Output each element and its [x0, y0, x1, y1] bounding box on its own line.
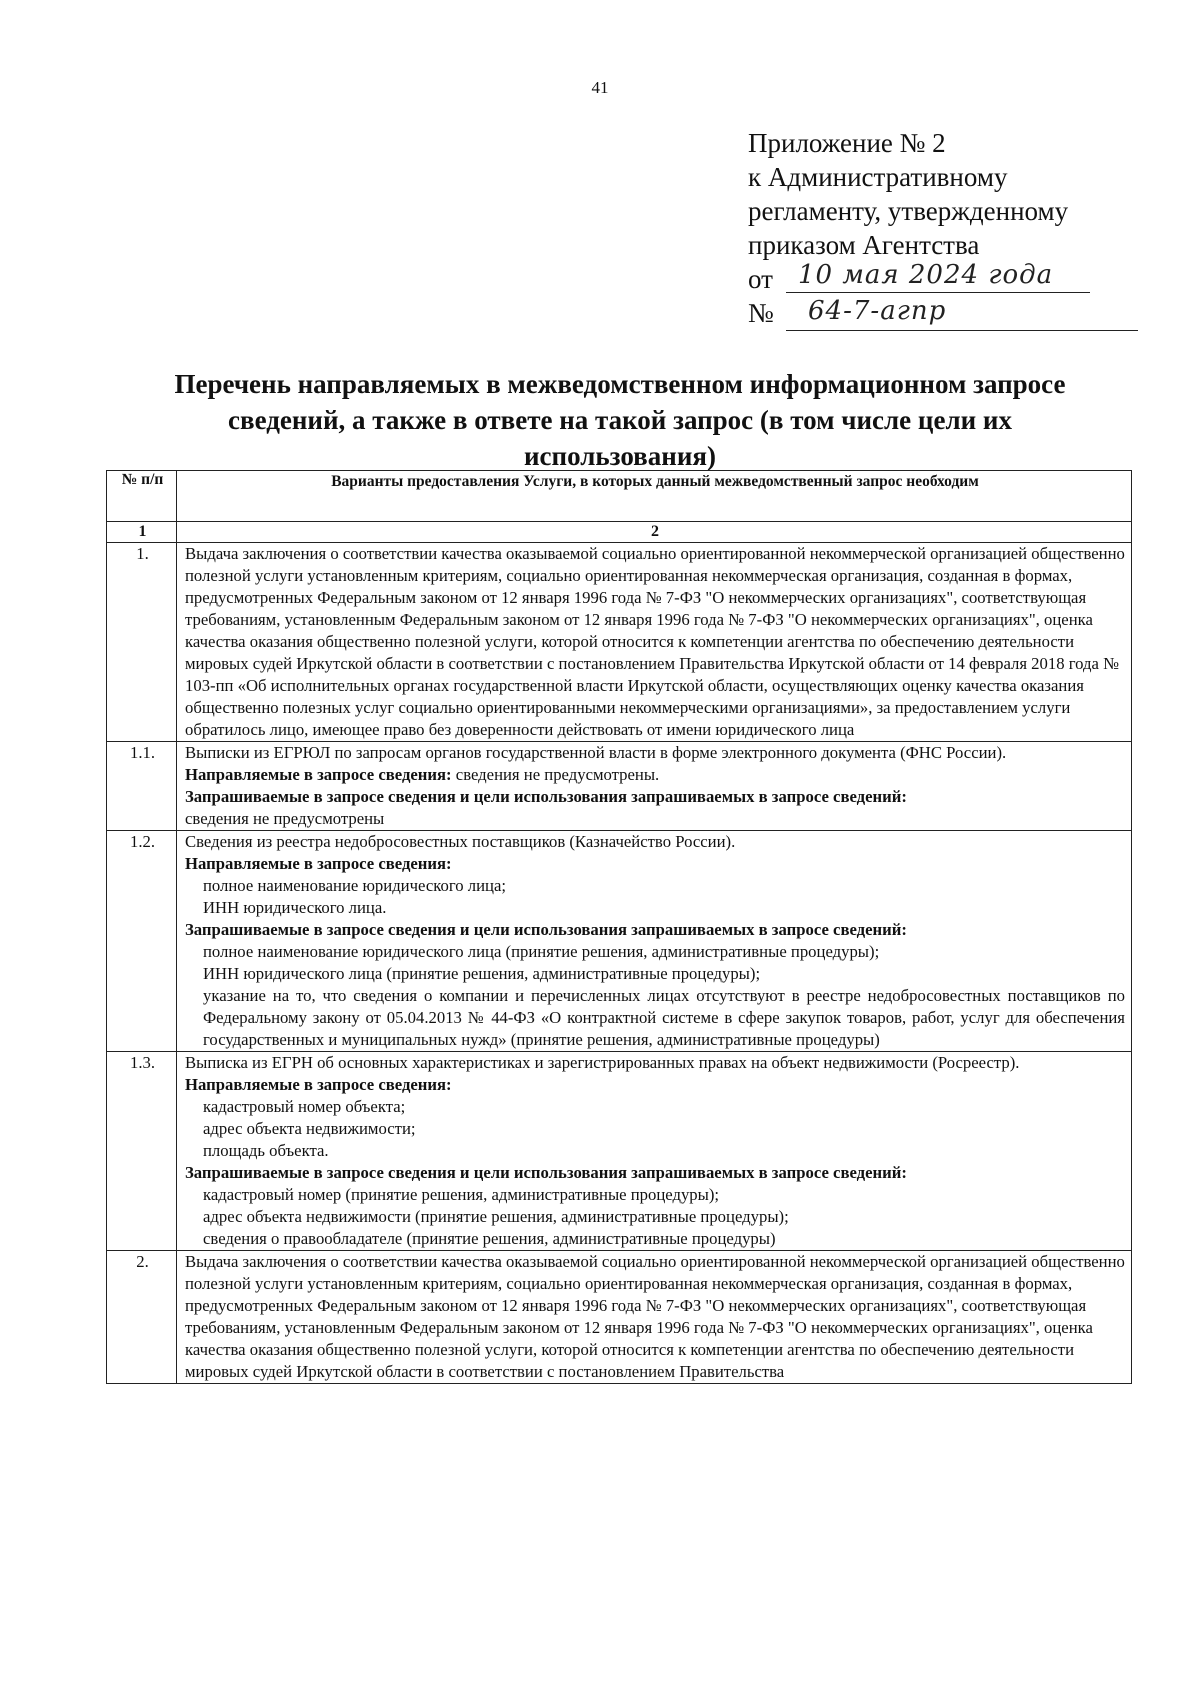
column-number: 2 [177, 522, 1132, 543]
sent-info [185, 764, 1125, 786]
row-content [177, 543, 1132, 742]
table-row [107, 1251, 1132, 1384]
row-content [177, 742, 1132, 831]
sent-label: Направляемые в запросе сведения: [185, 1075, 452, 1094]
handwritten-number: 64-7-агпр [786, 294, 1138, 331]
list-item: кадастровый номер (принятие решения, административные процедуры); [203, 1185, 720, 1204]
appendix-block [748, 126, 1108, 330]
row-content [177, 1251, 1132, 1384]
title-line: сведений, а также в ответе на такой запрос (в том числе цели их [228, 405, 1012, 435]
list-item: сведения о правообладателе (принятие решения, административные процедуры) [203, 1229, 776, 1248]
table-row [107, 831, 1132, 1052]
list-item: полное наименование юридического лица; [203, 876, 507, 895]
header-number: № п/п [107, 471, 177, 522]
list-item: полное наименование юридического лица (принятие решения, административные процедуры); [203, 942, 880, 961]
appendix-title: Приложение № 2 [748, 128, 946, 158]
table-row [107, 1052, 1132, 1251]
requested-label: Запрашиваемые в запросе сведения и цели использования запрашиваемых в запросе сведений: [185, 920, 907, 939]
sent-label: Направляемые в запросе сведения: [185, 854, 452, 873]
row-text: Выписка из ЕГРН об основных характеристиках и зарегистрированных правах на объект недвижимости (Росреестр). [185, 1053, 1020, 1072]
row-number: 1.1. [107, 742, 177, 831]
requested-value: сведения не предусмотрены [185, 809, 385, 828]
title-line: использования) [524, 441, 716, 471]
header-variants: Варианты предоставления Услуги, в которых данный межведомственный запрос необходим [177, 471, 1132, 522]
row-text: Выдача заключения о соответствии качества оказываемой социально ориентированной некоммерческой организацией общественно полезной услуги установленным критериям, социально ориентированная некоммерческая организация, созданная в формах, предусмотренных Федеральным законом от 12 января 1996 года № 7-ФЗ "О некоммерческих организациях", соответствующая требованиям, установленным Федеральным законом от 12 января 1996 года № 7-ФЗ "О некоммерческих организациях", оценка качества оказания общественно полезной услуги, которой относится к компетенции агентства по обеспечению деятельности мировых судей Иркутской области в соответствии с постановлением Правительства Иркутской области от 14 февраля 2018 года № 103-пп «Об исполнительных органах государственной власти Иркутской области, осуществляющих оценку качества оказания общественно полезных услуг социально ориентированными некоммерческими организациями», за предоставлением услуги обратилось лицо, имеющее право без доверенности действовать от имени юридического лица [185, 544, 1125, 739]
row-number: 1. [107, 543, 177, 742]
document-title [120, 366, 1120, 474]
number-prefix: № [748, 298, 774, 328]
column-numbers-row [107, 522, 1132, 543]
row-content [177, 831, 1132, 1052]
row-number: 2. [107, 1251, 177, 1384]
list-item: адрес объекта недвижимости (принятие решения, административные процедуры); [203, 1207, 789, 1226]
table-row [107, 543, 1132, 742]
appendix-date-line [748, 262, 1108, 296]
list-item: ИНН юридического лица (принятие решения, административные процедуры); [203, 964, 761, 983]
appendix-number-line [748, 296, 1108, 330]
appendix-line: регламенту, утвержденному [748, 196, 1069, 226]
list-item: указание на то, что сведения о компании и перечисленных лицах отсутствуют в реестре недобросовестных поставщиков по Федеральному закону от 05.04.2013 № 44-ФЗ «О контрактной системе в сфере закупок товаров, работ, услуг для обеспечения государственных и муниципальных нужд» (принятие решения, административные процедуры) [203, 986, 1125, 1049]
handwritten-date: 10 мая 2024 года [786, 258, 1090, 293]
sent-label: Направляемые в запросе сведения: [185, 765, 452, 784]
table-header-row [107, 471, 1132, 522]
title-line: Перечень направляемых в межведомственном информационном запросе [174, 369, 1066, 399]
row-number: 1.3. [107, 1052, 177, 1251]
row-content [177, 1052, 1132, 1251]
requested-label: Запрашиваемые в запросе сведения и цели использования запрашиваемых в запросе сведений: [185, 787, 907, 806]
list-item: площадь объекта. [203, 1141, 329, 1160]
table-row [107, 742, 1132, 831]
page-number: 41 [591, 78, 609, 97]
column-number: 1 [107, 522, 177, 543]
request-table [106, 470, 1132, 1384]
row-text: Выписки из ЕГРЮЛ по запросам органов государственной власти в форме электронного документа (ФНС России). [185, 743, 1007, 762]
row-number: 1.2. [107, 831, 177, 1052]
appendix-line: приказом Агентства [748, 230, 980, 260]
list-item: ИНН юридического лица. [203, 898, 387, 917]
appendix-line: к Административному [748, 162, 1008, 192]
row-text: Сведения из реестра недобросовестных поставщиков (Казначейство России). [185, 832, 736, 851]
row-text: Выдача заключения о соответствии качества оказываемой социально ориентированной некоммерческой организацией общественно полезной услуги установленным критериям, социально ориентированная некоммерческая организация, созданная в формах, предусмотренных Федеральным законом от 12 января 1996 года № 7-ФЗ "О некоммерческих организациях", соответствующая требованиям, установленным Федеральным законом от 12 января 1996 года № 7-ФЗ "О некоммерческих организациях", оценка качества оказания общественно полезной услуги, которой относится к компетенции агентства по обеспечению деятельности мировых судей Иркутской области в соответствии с постановлением Правительства [185, 1252, 1125, 1381]
list-item: кадастровый номер объекта; [203, 1097, 406, 1116]
requested-label: Запрашиваемые в запросе сведения и цели использования запрашиваемых в запросе сведений: [185, 1163, 907, 1182]
sent-value: сведения не предусмотрены. [455, 765, 660, 784]
list-item: адрес объекта недвижимости; [203, 1119, 416, 1138]
date-prefix: от [748, 264, 773, 294]
